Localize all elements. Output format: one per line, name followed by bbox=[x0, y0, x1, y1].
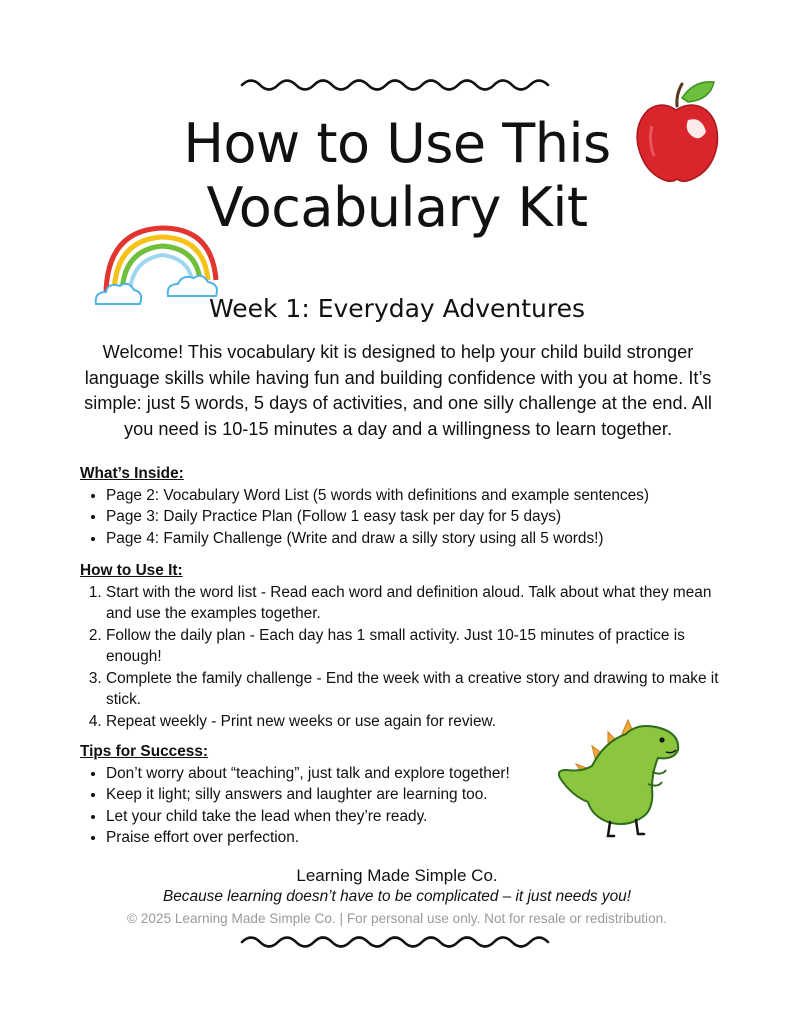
list-item: 4. Repeat weekly - Print new weeks or use again for review. bbox=[106, 711, 720, 733]
list-item: • Praise effort over perfection. bbox=[106, 827, 580, 849]
whats-inside-section bbox=[80, 463, 720, 549]
bottom-squiggle-divider-icon bbox=[240, 931, 554, 953]
apple-icon bbox=[632, 76, 722, 188]
page-title bbox=[100, 112, 694, 240]
how-to-use-heading: How to Use It: bbox=[80, 562, 183, 579]
list-item: • Keep it light; silly answers and laughter are learning too. bbox=[106, 784, 580, 806]
tips-section bbox=[80, 741, 580, 849]
how-to-use-list bbox=[80, 582, 720, 733]
whats-inside-heading: What’s Inside: bbox=[80, 465, 184, 482]
week-subtitle: Week 1: Everyday Adventures bbox=[208, 294, 586, 323]
list-item: • Don’t worry about “teaching”, just talk and explore together! bbox=[106, 763, 580, 785]
intro-paragraph: Welcome! This vocabulary kit is designed to help your child build stronger language skills while having fun and building confidence with you at home. It’s simple: just 5 words, 5 days of activities, and one silly challenge at the end. All you need is 10-15 minutes a day and a willingness to learn together. bbox=[84, 342, 712, 439]
title-line-2: Vocabulary Kit bbox=[206, 176, 588, 239]
dinosaur-icon bbox=[552, 712, 688, 842]
list-item: 1. Start with the word list - Read each word and definition aloud. Talk about what they mean and use the examples together. bbox=[106, 582, 720, 625]
company-name: Learning Made Simple Co. bbox=[296, 866, 498, 885]
list-item: • Let your child take the lead when they’re ready. bbox=[106, 806, 580, 828]
list-item: 2. Follow the daily plan - Each day has 1 small activity. Just 10-15 minutes of practice is enough! bbox=[106, 625, 720, 668]
list-item: • Page 2: Vocabulary Word List (5 words with definitions and example sentences) bbox=[106, 485, 720, 507]
list-item: • Page 4: Family Challenge (Write and draw a silly story using all 5 words!) bbox=[106, 528, 720, 550]
list-item: • Page 3: Daily Practice Plan (Follow 1 easy task per day for 5 days) bbox=[106, 506, 720, 528]
copyright-notice: © 2025 Learning Made Simple Co. | For personal use only. Not for resale or redistribution. bbox=[127, 911, 667, 926]
tips-list bbox=[80, 763, 580, 849]
how-to-use-section bbox=[80, 560, 720, 732]
top-squiggle-divider-icon bbox=[240, 74, 554, 96]
title-line-1: How to Use This bbox=[183, 112, 611, 175]
company-tagline: Because learning doesn’t have to be complicated – it just needs you! bbox=[162, 888, 631, 905]
list-item: 3. Complete the family challenge - End the week with a creative story and drawing to make it stick. bbox=[106, 668, 720, 711]
whats-inside-list bbox=[80, 485, 720, 550]
tips-heading: Tips for Success: bbox=[80, 743, 209, 760]
